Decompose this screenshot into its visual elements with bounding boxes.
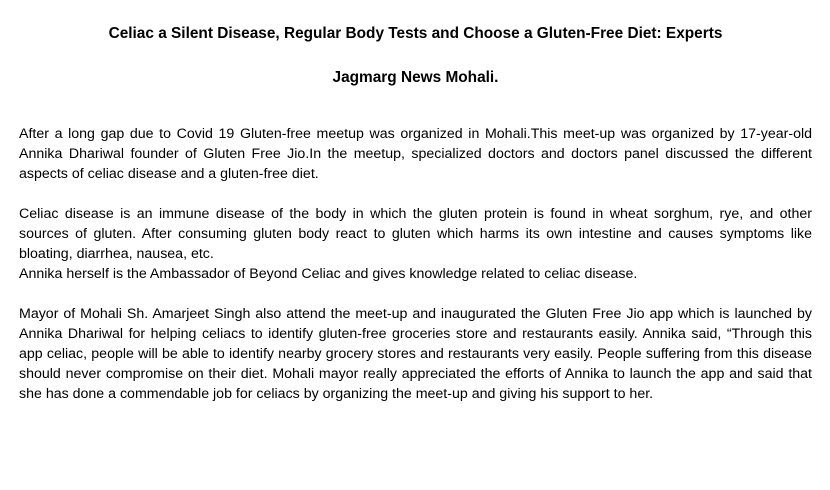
paragraph-ambassador: Annika herself is the Ambassador of Beyond Celiac and gives knowledge related to celiac disease. <box>19 266 638 282</box>
article-byline: Jagmarg News Mohali. <box>332 69 499 86</box>
paragraph-gap <box>19 284 812 304</box>
paragraph-gap <box>19 184 812 204</box>
paragraph-celiac-disease: Celiac disease is an immune disease of the body in which the gluten protein is found in wheat sorghum, rye, and other sources of gluten. After consuming gluten body react to gluten which harms its own intestine and causes symptoms like bloating, diarrhea, nausea, etc. <box>19 206 812 262</box>
article-title: Celiac a Silent Disease, Regular Body Tests and Choose a Gluten-Free Diet: Experts <box>108 25 723 42</box>
document-body <box>19 0 812 404</box>
paragraph-mayor: Mayor of Mohali Sh. Amarjeet Singh also attend the meet-up and inaugurated the Gluten Free Jio app which is launched by Annika Dhariwal for helping celiacs to identify gluten-free groceries store and restaurants easily. Annika said, “Through this app celiac, people will be able to identify nearby grocery stores and restaurants very easily. People suffering from this disease should never compromise on their diet. Mohali mayor really appreciated the efforts of Annika to launch the app and said that she has done a commendable job for celiacs by organizing the meet-up and giving his support to her. <box>19 306 812 402</box>
paragraph-meetup: After a long gap due to Covid 19 Gluten-free meetup was organized in Mohali.This meet-up was organized by 17-year-old Annika Dhariwal founder of Gluten Free Jio.In the meetup, specialized doctors and doctors panel discussed the different aspects of celiac disease and a gluten-free diet. <box>19 126 812 182</box>
